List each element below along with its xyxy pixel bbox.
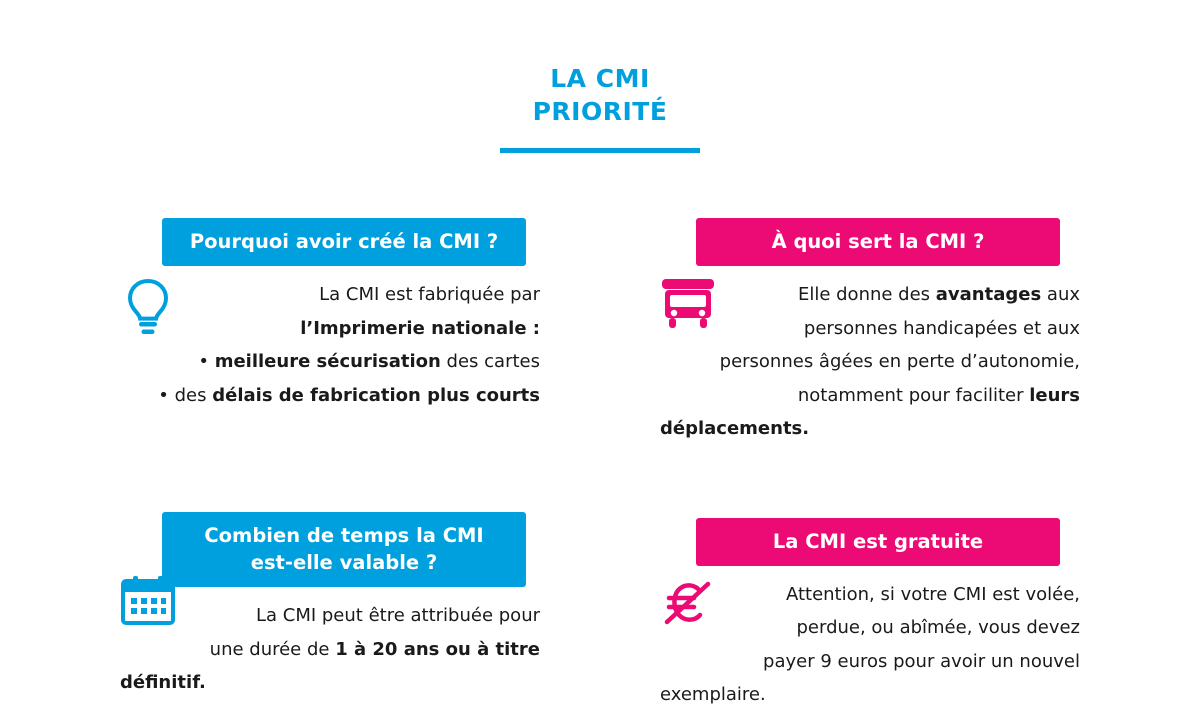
- calendar-icon: [120, 574, 176, 630]
- section-why-heading: Pourquoi avoir créé la CMI ?: [162, 218, 526, 266]
- text-line: La CMI est fabriquée par: [319, 284, 540, 305]
- section-free: [660, 518, 1080, 712]
- text-line: exemplaire.: [660, 684, 766, 705]
- bus-icon: [660, 276, 716, 334]
- title-underline: [500, 148, 700, 153]
- lightbulb-icon: [126, 278, 170, 340]
- section-duration-heading: [162, 512, 526, 587]
- text-line: Elle donne des avantages aux: [797, 284, 1080, 305]
- section-duration-heading-line1: Combien de temps la CMI: [204, 524, 484, 547]
- text-line: payer 9 euros pour avoir un nouvel: [763, 650, 1080, 672]
- page-title-line1: LA CMI: [550, 64, 650, 93]
- section-duration-body: [120, 599, 540, 700]
- text-line: notamment pour faciliter leurs: [797, 384, 1080, 406]
- text-line: • meilleure sécurisation des cartes: [198, 351, 540, 372]
- text-line: personnes âgées en perte d’autonomie,: [719, 351, 1080, 372]
- section-why-body: [120, 278, 540, 412]
- left-column: [120, 218, 540, 700]
- text-line: définitif.: [120, 672, 206, 693]
- section-purpose: [660, 218, 1080, 446]
- euro-crossed-icon: [660, 578, 716, 634]
- text-line: déplacements.: [660, 418, 810, 439]
- section-duration-heading-line2: est-elle valable ?: [250, 551, 438, 574]
- text-line: perdue, ou abîmée, vous devez: [796, 617, 1080, 638]
- section-free-heading: La CMI est gratuite: [696, 518, 1060, 566]
- section-why: [120, 218, 540, 412]
- text-line: • des délais de fabrication plus courts: [158, 384, 540, 406]
- section-duration: [120, 512, 540, 700]
- section-purpose-heading: À quoi sert la CMI ?: [696, 218, 1060, 266]
- page-title: [0, 62, 1200, 153]
- page-title-line2: PRIORITÉ: [532, 97, 668, 126]
- text-line: l’Imprimerie nationale :: [300, 317, 540, 339]
- section-free-body: [660, 578, 1080, 712]
- text-line: une durée de 1 à 20 ans ou à titre: [209, 638, 540, 660]
- text-line: La CMI peut être attribuée pour: [255, 605, 540, 626]
- section-purpose-body: [660, 278, 1080, 446]
- right-column: [660, 218, 1080, 712]
- text-line: Attention, si votre CMI est volée,: [785, 583, 1080, 605]
- text-line: personnes handicapées et aux: [803, 317, 1080, 339]
